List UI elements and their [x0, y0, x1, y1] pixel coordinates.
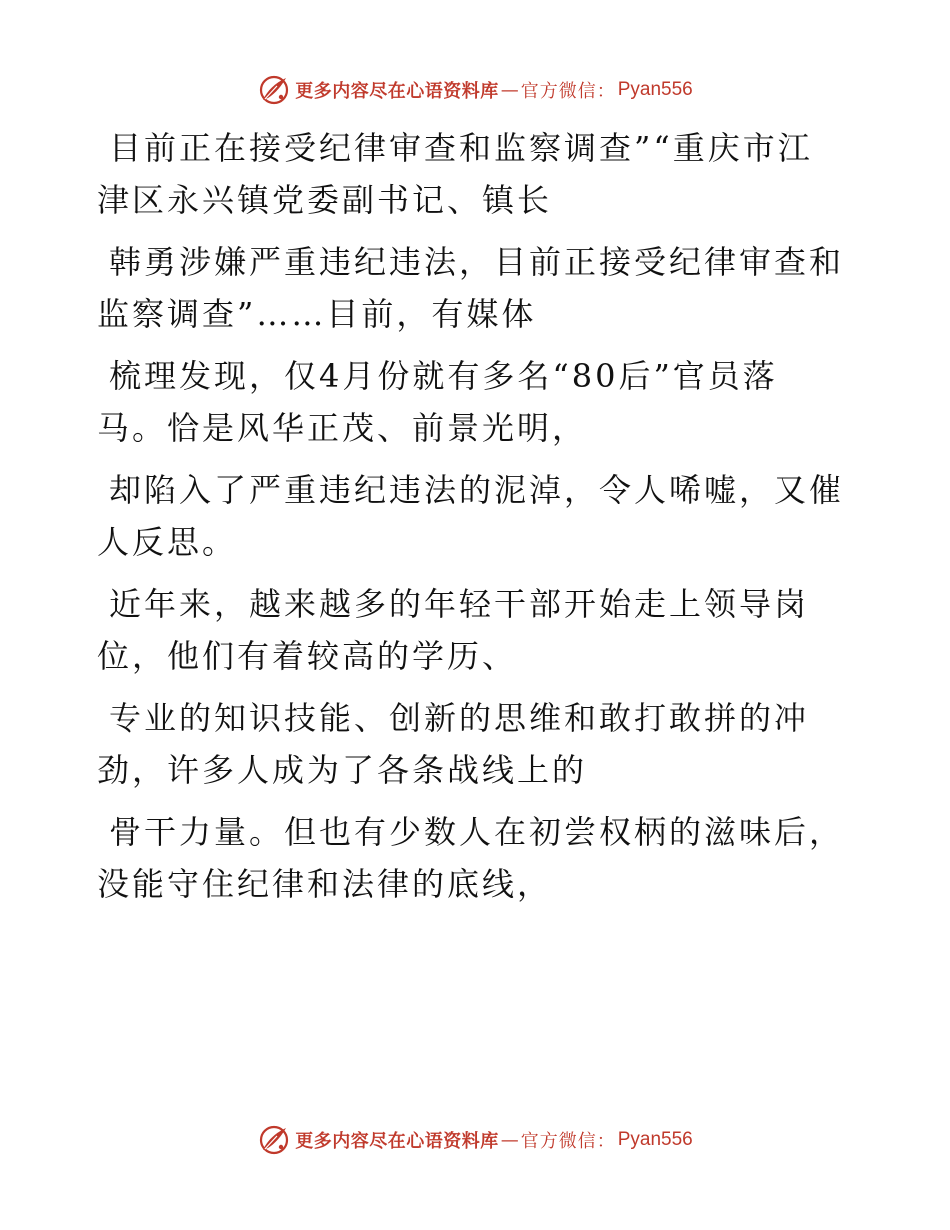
paragraph-line: 监察调查”……目前，有媒体: [97, 295, 537, 333]
watermark-separator: —: [500, 1129, 519, 1151]
paragraph-line: 劲，许多人成为了各条战线上的: [97, 751, 588, 789]
paragraph-line: 却陷入了严重违纪违法的泥淖，令人唏嘘，又催: [109, 471, 845, 509]
watermark-separator: —: [500, 79, 519, 101]
watermark-wechat-id: Pyan556: [617, 79, 693, 100]
paragraph-line: 专业的知识技能、创新的思维和敢打敢拼的冲: [109, 699, 810, 737]
watermark-wechat-id: Pyan556: [617, 1129, 693, 1150]
paragraph-line: 近年来，越来越多的年轻干部开始走上领导岗: [109, 585, 810, 623]
paragraph: [97, 806, 845, 910]
paragraph-line: 梳理发现，仅4月份就有多名“80后”官员落: [109, 357, 778, 395]
paragraph-line: 人反思。: [97, 523, 238, 561]
footer-watermark: [0, 1120, 950, 1160]
paragraph: [97, 236, 845, 340]
feather-pen-icon: [257, 73, 291, 107]
paragraph: [97, 692, 842, 796]
paragraph-line: 位，他们有着较高的学历、: [97, 637, 518, 675]
document-body: [97, 122, 845, 920]
paragraph-line: 韩勇涉嫌严重违纪违法，目前正接受纪律审查和: [109, 243, 845, 281]
watermark-brand-text: 更多内容尽在心语资料库: [295, 81, 499, 102]
paragraph: [97, 578, 842, 682]
paragraph-line: 没能守住纪律和法律的底线，: [97, 865, 553, 903]
paragraph-line: 骨干力量。但也有少数人在初尝权柄的滋味后，: [109, 813, 845, 851]
watermark-wechat-label: 官方微信：: [520, 1131, 616, 1152]
paragraph-line: 津区永兴镇党委副书记、镇长: [97, 181, 553, 219]
paragraph: [97, 350, 842, 454]
watermark-brand-text: 更多内容尽在心语资料库: [295, 1131, 499, 1152]
header-watermark: [0, 70, 950, 110]
watermark-wechat-label: 官方微信：: [520, 81, 616, 102]
paragraph-line: 马。恰是风华正茂、前景光明，: [97, 409, 588, 447]
feather-pen-icon: [257, 1123, 291, 1157]
paragraph: [97, 464, 845, 568]
paragraph-line: 目前正在接受纪律审查和监察调查”“重庆市江: [109, 129, 813, 167]
paragraph: [97, 122, 842, 226]
